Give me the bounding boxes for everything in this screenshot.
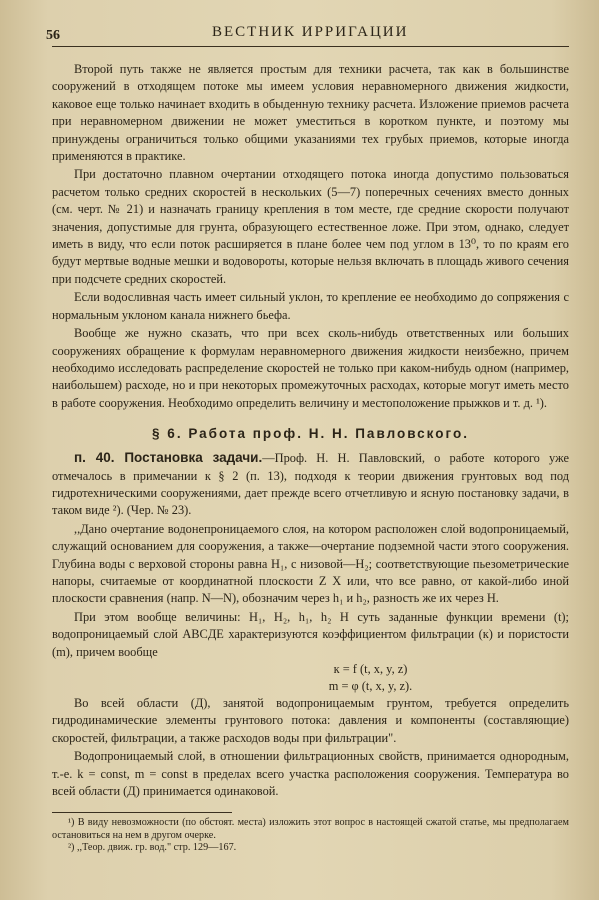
page-number: 56 [46, 28, 60, 43]
paragraph-nonuniform-flow: Вообще же нужно сказать, что при всех сколь-нибудь ответственных или больших сооружениях обращение к формулам неравномерного движения жидкости неизбежно, причем необходимо исследовать распределение скоростей не только при каком-нибудь одном (например, наибольшем) расходе, но и при некоторых промежуточных расходах, которые могут иметь место в работе сооружения. Необходимо определить величину и местоположение прыжков и т. д. ¹). [52, 326, 569, 410]
running-title: ВЕСТНИК ИРРИГАЦИИ [212, 24, 409, 40]
paragraph-quote-functions: При этом вообще величины: H₁, H₂, h₁, h₂ H суть заданные функции времени (t); водопроницаемый слой ABCДE характеризуются коэффициентом фильтрации (к) и пористости (m), причем вообще [52, 609, 569, 659]
paragraph-quote-given: ,,Дано очертание водонепроницаемого слоя, на котором расположен слой водопроницаемый, служащий основанием для сооружения, а также—очертание подземной части этого сооружения. Глубина воды с верховой стороны равна H₁, с низовой—H₂; соответствующие пьезометрические напоры, считаемые от координатной плоскости Z X или, что все равно, от какой-либо иной плоскости сравнения (напр. N—N), обозначим через h₁ и h₂, разность же их через H. [52, 521, 569, 606]
formula-k: к = f (t, x, y, z) [333, 662, 408, 676]
section-title: § 6. Работа проф. Н. Н. Павловского. [152, 426, 469, 442]
footnote-2: ²) ,,Теор. движ. гр. вод." стр. 129—167. [68, 842, 237, 854]
formula-m: m = φ (t, x, y, z). [328, 679, 413, 693]
footnote-divider [52, 812, 232, 813]
paragraph-spillway-slope: Если водосливная часть имеет сильный уклон, то крепление ее необходимо до сопряжения с нормальным уклоном канала нижнего бьефа. [52, 290, 569, 322]
footnote-1: ¹) В виду невозможности (по обстоят. места) изложить этот вопрос в настоящей сжатой статье, мы предполагаем остановиться на нем в другом очерке. [52, 817, 569, 841]
paragraph-domain: Во всей области (Д), занятой водопроницаемым грунтом, требуется определить гидродинамические элементы грунтового потока: давления и компоненты (составляющие) скоростей, фильтрации, а также расходов воды при фильтрации". [52, 696, 569, 745]
paragraph-40 [52, 449, 569, 520]
paragraph-40-heading: п. 40. Постановка задачи. [74, 450, 263, 466]
paragraph-second-method: Второй путь также не является простым для техники расчета, так как в большинстве сооружений в отходящем потоке мы имеем условия неравномерного движения жидкости, каковое еще только начинает входить в обыденную технику расчета. Изложение приемов расчета при неравномерном движении не может уместиться в коротком пункте, и поэтому мы принуждены ограничиться только общими указаниями тех грубых приемов, которые иногда применяются в практике. [52, 62, 569, 164]
paragraph-homogeneous: Водопроницаемый слой, в отношении фильтрационных свойств, принимается однородным, т.-е. k = const, m = const в пределах всего участка расположения сооружения. Температура во всей области (Д) принимается одинаковой. [52, 749, 569, 799]
paragraph-40-text: —Проф. Н. Н. Павловский, о работе которого уже отмечалось в примечании к § 2 (п. 13), подходя к теории движения грунтовых вод под гидротехническими сооружениями, дает прежде всего отчетливую и ясную постановку задачи, в таком виде ²). (Чер. № 23). [52, 451, 569, 518]
page-header [46, 22, 569, 47]
paragraph-mean-velocities: При достаточно плавном очертании отходящего потока иногда допустимо пользоваться расчетом только средних скоростей в нескольких (5—7) поперечных сечениях вместо донных (см. черт. № 21) и назначать границу крепления в том месте, где средние скорости получают значения, допустимые для грунта, образующего естественное ложе. При этом, однако, следует иметь в виду, что если поток расширяется в плане более чем под углом в 13⁰, то по краям его будут мертвые водные мешки и водовороты, которые нельзя включать в площадь живого сечения при подсчете средних скоростей. [52, 167, 569, 286]
